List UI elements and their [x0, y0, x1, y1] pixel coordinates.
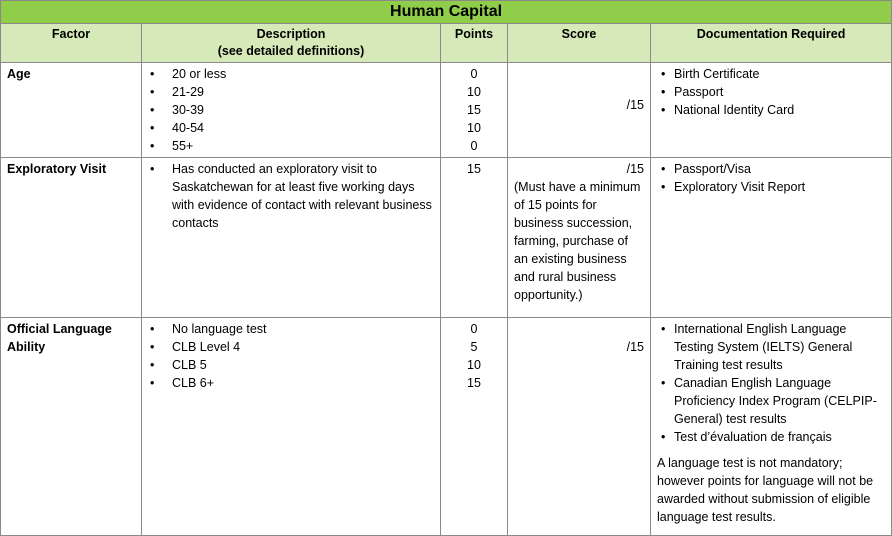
- factor-exploratory-visit: Exploratory Visit: [1, 158, 142, 318]
- documentation-exploratory-visit: [651, 158, 892, 318]
- score-official-language: [508, 318, 651, 536]
- score-value: /15: [626, 340, 644, 354]
- list-item: • International English Language Testing System (IELTS) General Training test results: [657, 320, 885, 374]
- score-age: [508, 63, 651, 158]
- points-exploratory-visit: [441, 158, 508, 318]
- points-value: 0: [470, 322, 478, 336]
- list-item: • 30-39: [148, 101, 434, 119]
- description-age: [142, 63, 441, 158]
- points-value: 10: [467, 85, 481, 99]
- points-value: 10: [467, 121, 481, 135]
- score-value: /15: [626, 98, 644, 112]
- header-points: Points: [441, 24, 508, 63]
- list-item: • CLB Level 4: [148, 338, 434, 356]
- table-title: Human Capital: [1, 1, 892, 24]
- table-row-age: [1, 63, 892, 158]
- points-value: 0: [470, 139, 478, 153]
- points-value: 10: [467, 358, 481, 372]
- header-score: Score: [508, 24, 651, 63]
- factor-age: Age: [1, 63, 142, 158]
- score-note: (Must have a minimum of 15 points for business succession, farming, purchase of an existing business and rural business opportunity.): [514, 180, 641, 302]
- table-row-official-language: [1, 318, 892, 536]
- list-item: • 21-29: [148, 83, 434, 101]
- header-description-title: Description: [256, 27, 326, 41]
- description-official-language: [142, 318, 441, 536]
- header-description: [142, 24, 441, 63]
- header-description-subtitle: (see detailed definitions): [217, 44, 365, 58]
- documentation-official-language: [651, 318, 892, 536]
- points-value: 15: [467, 376, 481, 390]
- list-item: • CLB 6+: [148, 374, 434, 392]
- header-documentation: Documentation Required: [651, 24, 892, 63]
- points-value: 15: [467, 103, 481, 117]
- list-item: • Canadian English Language Proficiency Index Program (CELPIP-General) test results: [657, 374, 885, 428]
- list-item: • Passport: [657, 83, 885, 101]
- documentation-age: [651, 63, 892, 158]
- list-item: • Test d’évaluation de français: [657, 428, 885, 446]
- header-factor: Factor: [1, 24, 142, 63]
- list-item: • 55+: [148, 137, 434, 155]
- list-item: • Passport/Visa: [657, 160, 885, 178]
- list-item: • 40-54: [148, 119, 434, 137]
- points-value: 15: [467, 162, 481, 176]
- list-item: • National Identity Card: [657, 101, 885, 119]
- score-value: /15: [626, 162, 644, 176]
- score-exploratory-visit: [508, 158, 651, 318]
- list-item: • Exploratory Visit Report: [657, 178, 885, 196]
- list-item: • 20 or less: [148, 65, 434, 83]
- list-item: • Has conducted an exploratory visit to Saskatchewan for at least five working days with evidence of contact with relevant business contacts: [148, 160, 434, 232]
- factor-official-language: Official Language Ability: [1, 318, 142, 536]
- points-age: [441, 63, 508, 158]
- list-item: • No language test: [148, 320, 434, 338]
- list-item: • CLB 5: [148, 356, 434, 374]
- points-value: 5: [470, 340, 478, 354]
- points-official-language: [441, 318, 508, 536]
- table-row-exploratory-visit: [1, 158, 892, 318]
- list-item: • Birth Certificate: [657, 65, 885, 83]
- description-exploratory-visit: [142, 158, 441, 318]
- language-note: A language test is not mandatory; however points for language will not be awarded without submission of eligible language test results.: [657, 456, 874, 524]
- points-value: 0: [470, 67, 478, 81]
